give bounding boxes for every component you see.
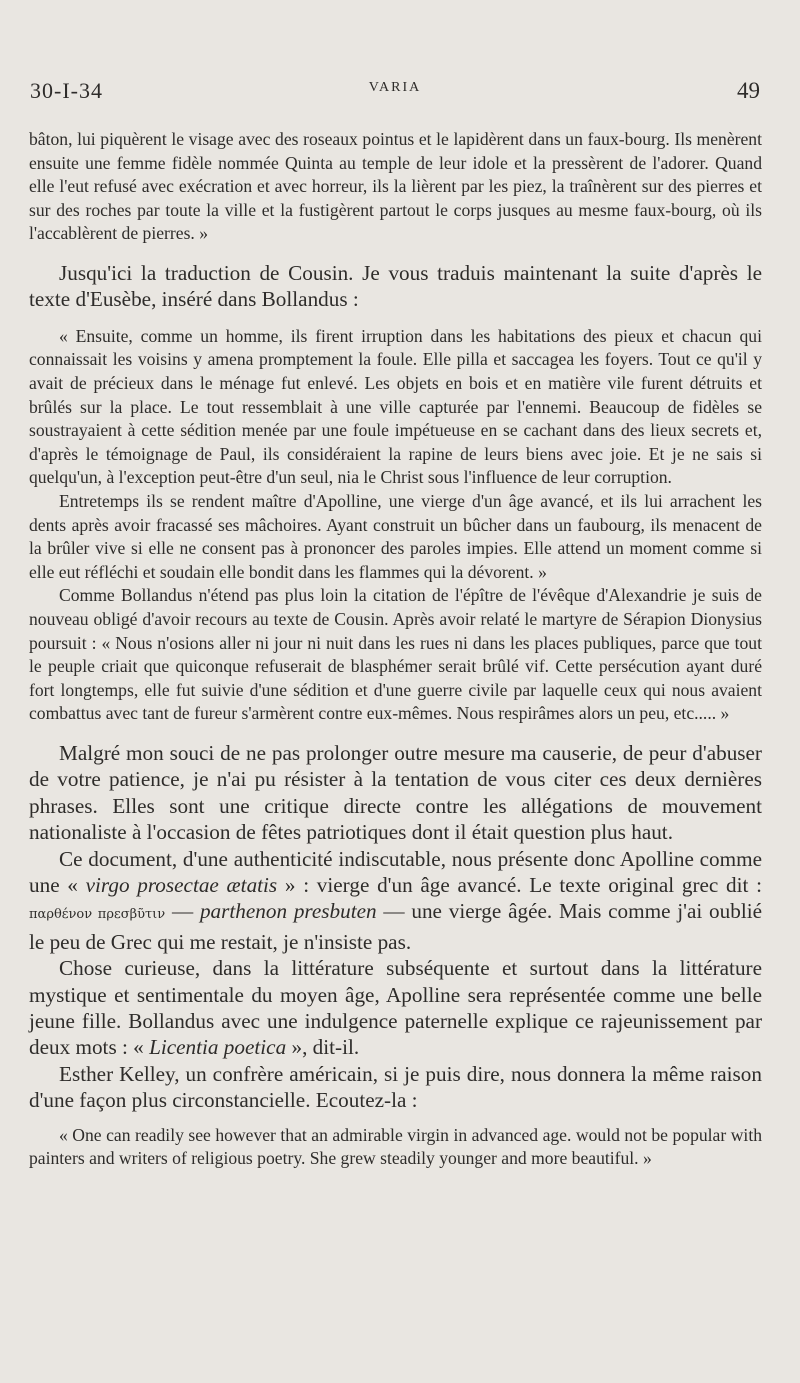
running-header [30,78,760,112]
paragraph-4: Entretemps ils se rendent maître d'Apolline, une vierge d'un âge avancé, et ils lui arrachent les dents après avoir fracassé ses mâchoires. Ayant construit un bûcher dans un faubourg, ils menacent de la brûler vive si elle ne consent pas à prononcer des paroles impies. Elle attend un moment comme si elle eut réfléchi et soudain elle bondit dans les flammes qui la dévorent. » [29,490,762,582]
paragraph-7 [29,846,762,956]
handwritten-date: 30-I-34 [30,78,103,103]
paragraph-9: Esther Kelley, un confrère américain, si je puis dire, nous donnera la même raison d'une façon plus circonstancielle. Ecoutez-la : [29,1061,762,1113]
paragraph-6: Malgré mon souci de ne pas prolonger outre mesure ma causerie, de peur d'abuser de votre patience, je n'ai pu résister à la tentation de vous citer ces deux dernières phrases. Elles sont une critique directe contre les allégations de mouvement nationaliste à l'occasion de fêtes patriotiques dont il était question plus haut. [29,740,762,845]
licentia-poetica: Licentia poetica [149,1035,287,1060]
paragraph-7-text-d: — [165,899,200,924]
transliteration: parthenon presbuten [199,899,377,924]
paragraph-3: « Ensuite, comme un homme, ils firent irruption dans les habitations des pieux et chacun qui connaissait les voisins y amena promptement la foule. Elle pilla et saccagea les foyers. Tout ce qu'il y avait de précieux dans le ménage fut enlevé. Les objets en bois et en matière vile furent détruits et brûlés sur la place. Le tout ressemblait à une ville capturée par l'ennemi. Beaucoup de fidèles se soustrayaient à cette sédition menée par une foule impétueuse en se cachant dans des lieux secrets et, d'après le témoignage de Paul, ils considéraient la rapine de leurs biens avec joie. Et je ne sais si quelqu'un, à l'exception peut-être d'un seul, nia le Christ sous l'influence de leur corruption. [29,325,762,488]
body-text [29,128,762,1171]
paragraph-8 [29,955,762,1061]
paragraph-2: Jusqu'ici la traduction de Cousin. Je vous traduis maintenant la suite d'après le texte d'Eusèbe, inséré dans Bollandus : [29,260,762,312]
paragraph-7-text-c: » : vierge d'un âge avancé. Le texte original grec dit : [277,872,762,897]
paragraph-5: Comme Bollandus n'étend pas plus loin la citation de l'épître de l'évêque d'Alexandrie je suis de nouveau obligé d'avoir recours au texte de Cousin. Après avoir relaté le martyre de Sérapion Dionysius poursuit : « Nous n'osions aller ni jour ni nuit dans les rues ni dans les places publiques, parce que tout le peuple criait que quiconque refuserait de blasphémer serait brûlé vif. Cette persécution ayant duré fort longtemps, elle fut suivie d'une sédition et d'une guerre civile par laquelle ceux qui nous avaient combattus avec tant de fureur s'armèrent contre eux-mêmes. Nous respirâmes alors un peu, etc..... » [29,585,762,724]
paragraph-7-text-f: — une vierge âgée. Mais comme j'ai oublié le peu de Grec qui me restait, je n'insiste pas. [29,899,762,954]
paragraph-10: « One can readily see however that an admirable virgin in advanced age. would not be popular with painters and writers of religious poetry. She grew steadily younger and more beautiful. » [29,1124,762,1169]
paragraph-1: bâton, lui piquèrent le visage avec des roseaux pointus et le lapidèrent dans un faux-bourg. Ils menèrent ensuite une femme fidèle nommée Quinta au temple de leur idole et la pressèrent de l'adorer. Quand elle l'eut refusé avec exécration et avec horreur, ils la lièrent par les piez, la traînèrent sur des pierres et sur des roches par toute la ville et la fustigèrent partout le corps jusques au mesme faux-bourg, où ils l'accablèrent de pierres. » [29,129,762,244]
latin-quote: virgo prosectae ætatis [85,872,278,897]
greek-quote: παρθένον πρεσβῦτιν [29,907,166,923]
page-number: 49 [737,78,760,103]
paragraph-7-text-a: Ce document, d'une authenticité indiscutable, nous présente donc Apolline comme une « [29,846,762,897]
section-title: VARIA [368,80,422,95]
paragraph-8-text-a: Chose curieuse, dans la littérature subséquente et surtout dans la littérature mystique et sentimentale du moyen âge, Apolline sera représentée comme une belle jeune fille. Bollandus avec une indulgence paternelle explique ce rajeunissement par deux mots : « [29,956,762,1060]
paragraph-8-text-c: », dit-il. [286,1035,360,1060]
